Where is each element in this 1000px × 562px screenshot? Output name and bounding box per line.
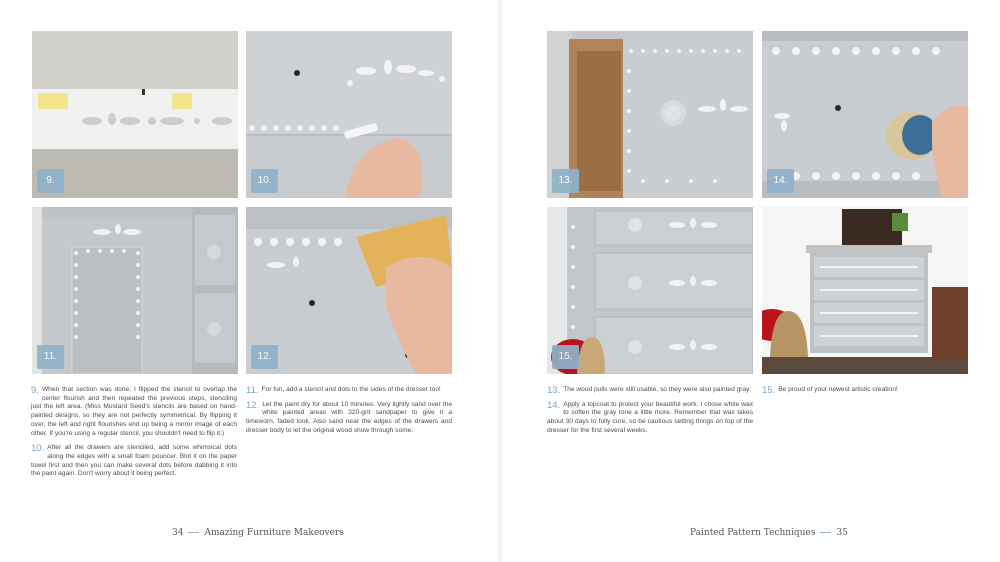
footer-dash <box>188 532 199 533</box>
photo-step-13 <box>547 31 753 198</box>
step-badge: 14. <box>767 169 794 193</box>
step-11 <box>246 386 452 395</box>
right-page <box>500 0 1000 562</box>
left-text-column-1 <box>31 386 237 485</box>
right-text-column-2 <box>762 386 968 401</box>
step-number: 10. <box>31 443 45 455</box>
step-number: 15. <box>762 385 776 396</box>
left-page-footer <box>172 528 344 538</box>
step-number: 13. <box>547 385 561 396</box>
step-text: Let the paint dry for about 10 minutes. Very lightly sand over the white painted areas with 320-grit sandpaper to give it a timeworn, faded look. Also sand near the edges of the drawers and dresser body to let the original wood show through some. <box>246 400 452 434</box>
step-text: Be proud of your newest artistic creation! <box>778 386 898 393</box>
step-number: 12. <box>246 399 260 411</box>
step-badge: 11. <box>37 345 64 369</box>
finished-dresser-image <box>762 207 968 374</box>
photo-step-10 <box>246 31 452 198</box>
photo-finished-dresser <box>762 207 968 374</box>
footer-dash <box>820 532 831 533</box>
page-number: 34 <box>172 528 184 538</box>
step-12 <box>246 401 452 436</box>
photo-step-14 <box>762 31 968 198</box>
step-13 <box>547 386 753 395</box>
photo-step-9 <box>32 31 238 198</box>
step-badge: 13. <box>552 169 579 193</box>
step-number: 9. <box>31 385 39 396</box>
step-badge: 10. <box>251 169 278 193</box>
photo-step-11 <box>32 207 238 374</box>
step-badge: 12. <box>251 345 278 369</box>
step-text: Apply a topcoat to protect your beautiful work. I chose white wax to soften the gray tone a little more. Remember that wax takes about 30 days to fully cure, so be cautious setting things on top of the dresser for the first several weeks. <box>547 400 753 434</box>
step-text: After all the drawers are stenciled, add some whimsical dots along the edges with a small foam pouncer. Blot it on the paper towel first and then you can make several dots before dabbing it into the paint again. Don't worry about it being perfect. <box>31 444 237 478</box>
step-text: The wood pulls were still usable, so they were also painted gray. <box>563 386 751 393</box>
step-9 <box>31 386 237 438</box>
right-page-footer <box>690 528 848 538</box>
left-text-column-2 <box>246 386 452 442</box>
chapter-title: Painted Pattern Techniques <box>690 528 816 538</box>
step-10 <box>31 444 237 479</box>
photo-step-15 <box>547 207 753 374</box>
step-badge: 9. <box>37 169 64 193</box>
right-text-column-1 <box>547 386 753 442</box>
step-15 <box>762 386 968 395</box>
step-badge: 15. <box>552 345 579 369</box>
step-text: When that section was done, I flipped the stencil to overlap the center flourish and then repeated the previous steps, stenciling just the left area. (Miss Mustard Seed's stencils are based on hand-painted designs, so they are not perfectly symmetrical. By flipping it over, the left and right flourishes end up being a mirror image of each other. If you're using a regular stencil, you shouldn't need to flip it.) <box>31 386 237 437</box>
book-title: Amazing Furniture Makeovers <box>204 528 344 538</box>
step-number: 11. <box>246 385 259 396</box>
step-text: For fun, add a stencil and dots to the sides of the dresser too! <box>261 386 441 393</box>
step-number: 14. <box>547 399 561 411</box>
page-number: 35 <box>836 528 848 538</box>
step-14 <box>547 401 753 436</box>
photo-step-12 <box>246 207 452 374</box>
